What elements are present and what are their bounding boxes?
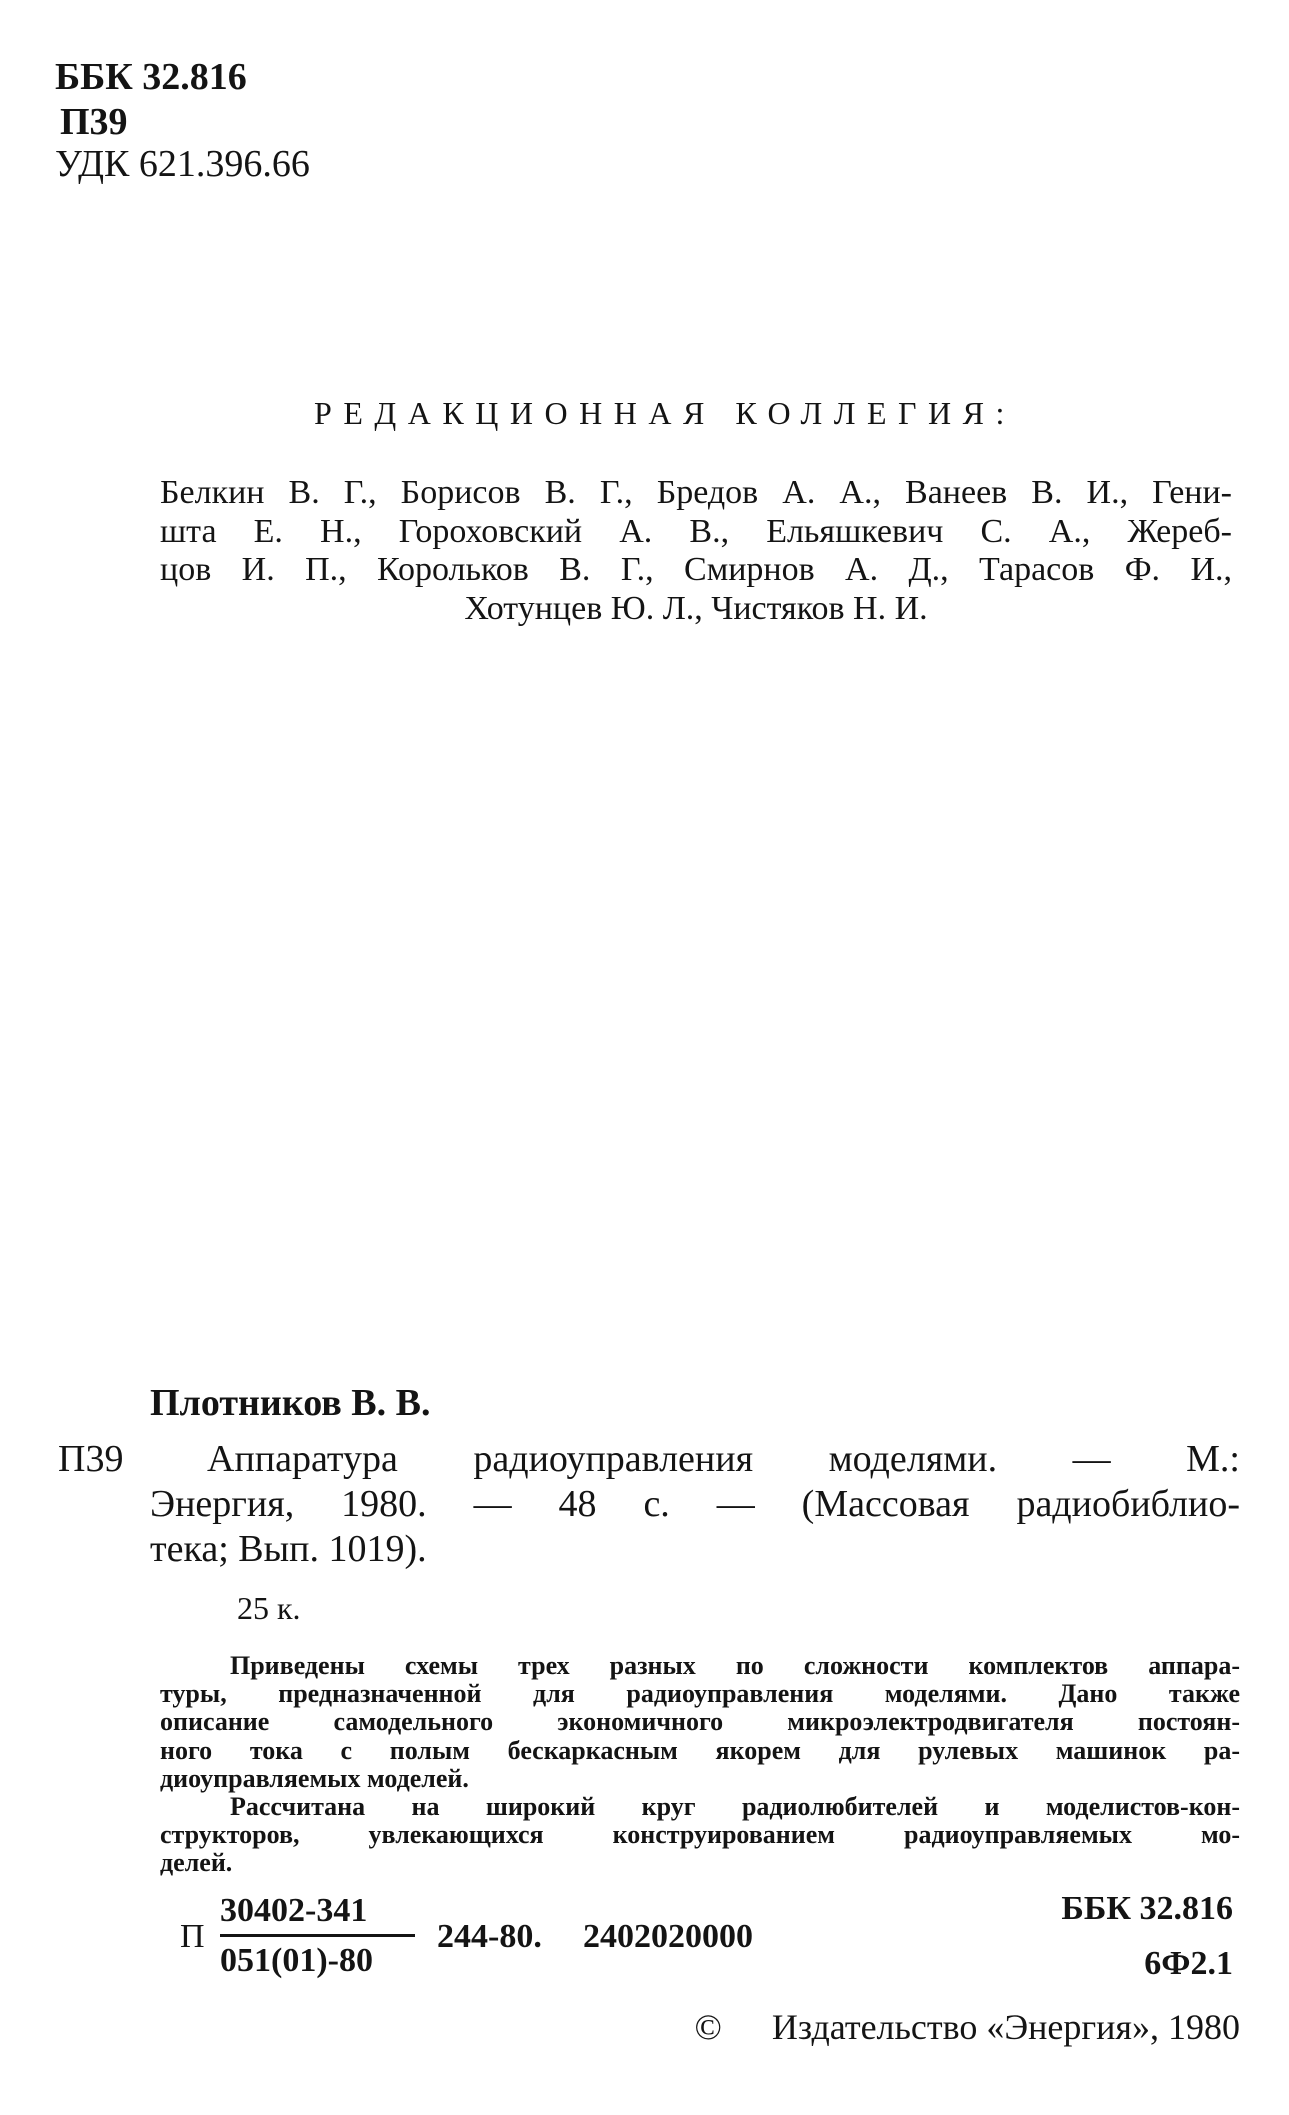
imprint-fraction bbox=[220, 1893, 415, 1979]
annotation-line: делей. bbox=[160, 1848, 233, 1878]
price: 25 к. bbox=[237, 1590, 301, 1626]
catalog-entry-line: Энергия, 1980. — 48 с. — (Массовая радиобиблио- bbox=[150, 1483, 1240, 1525]
editorial-board-heading: РЕДАКЦИОННАЯ КОЛЛЕГИЯ: bbox=[314, 395, 1016, 431]
annotation-line: структоров, увлекающихся конструированием радиоуправляемых мо- bbox=[160, 1820, 1240, 1850]
annotation-line: диоуправляемых моделей. bbox=[160, 1763, 469, 1793]
author-index-top: П39 bbox=[60, 101, 128, 143]
bbk-code-top: ББК 32.816 bbox=[55, 56, 247, 98]
fraction-bar bbox=[220, 1934, 415, 1937]
annotation-line: Рассчитана на широкий круг радиолюбителей и моделистов-кон- bbox=[230, 1792, 1240, 1822]
copyright-text: Издательство «Энергия», 1980 bbox=[771, 2007, 1240, 2047]
copyright-symbol: © bbox=[694, 2007, 722, 2047]
annotation bbox=[160, 1652, 1240, 1878]
catalog-entry-line: тека; Вып. 1019). bbox=[150, 1528, 427, 1570]
imprint-fraction-numerator: 30402-341 bbox=[220, 1892, 368, 1929]
author-name: Плотников В. В. bbox=[150, 1382, 431, 1424]
annotation-line: описание самодельного экономичного микроэлектродвигателя постоян- bbox=[160, 1707, 1240, 1737]
catalog-entry-line: Аппаратура радиоуправления моделями. — М.: bbox=[207, 1438, 1240, 1480]
copyright-line bbox=[695, 2006, 1240, 2048]
annotation-line: туры, предназначенной для радиоуправления моделями. Дано также bbox=[160, 1679, 1240, 1709]
editorial-names-line: цов И. П., Корольков В. Г., Смирнов А. Д., Тарасов Ф. И., bbox=[160, 551, 1232, 589]
classifier-code: 6Ф2.1 bbox=[1144, 1945, 1233, 1982]
editorial-names-line: шта Е. Н., Гороховский А. В., Ельяшкевич С. А., Жереб- bbox=[160, 512, 1232, 550]
catalog-entry bbox=[150, 1437, 1240, 1572]
editorial-names-line: Хотунцев Ю. Л., Чистяков Н. И. bbox=[464, 590, 928, 628]
imprint-code-1: 244-80. bbox=[437, 1918, 542, 1955]
editorial-names-line: Белкин В. Г., Борисов В. Г., Бредов А. А., Ванеев В. И., Гени- bbox=[160, 474, 1232, 511]
imprint-code-2: 2402020000 bbox=[583, 1918, 753, 1955]
editorial-board-names bbox=[160, 474, 1232, 629]
annotation-line: ного тока с полым бескаркасным якорем для рулевых машинок ра- bbox=[160, 1735, 1240, 1765]
imprint-fraction-denominator: 051(01)-80 bbox=[220, 1942, 373, 1979]
imprint-letter: П bbox=[180, 1918, 205, 1955]
udk-code: УДК 621.396.66 bbox=[55, 143, 310, 185]
annotation-line: Приведены схемы трех разных по сложности комплектов аппара- bbox=[230, 1651, 1240, 1680]
bbk-code-bottom: ББК 32.816 bbox=[1061, 1890, 1233, 1927]
catalog-index: П39 bbox=[58, 1438, 124, 1480]
